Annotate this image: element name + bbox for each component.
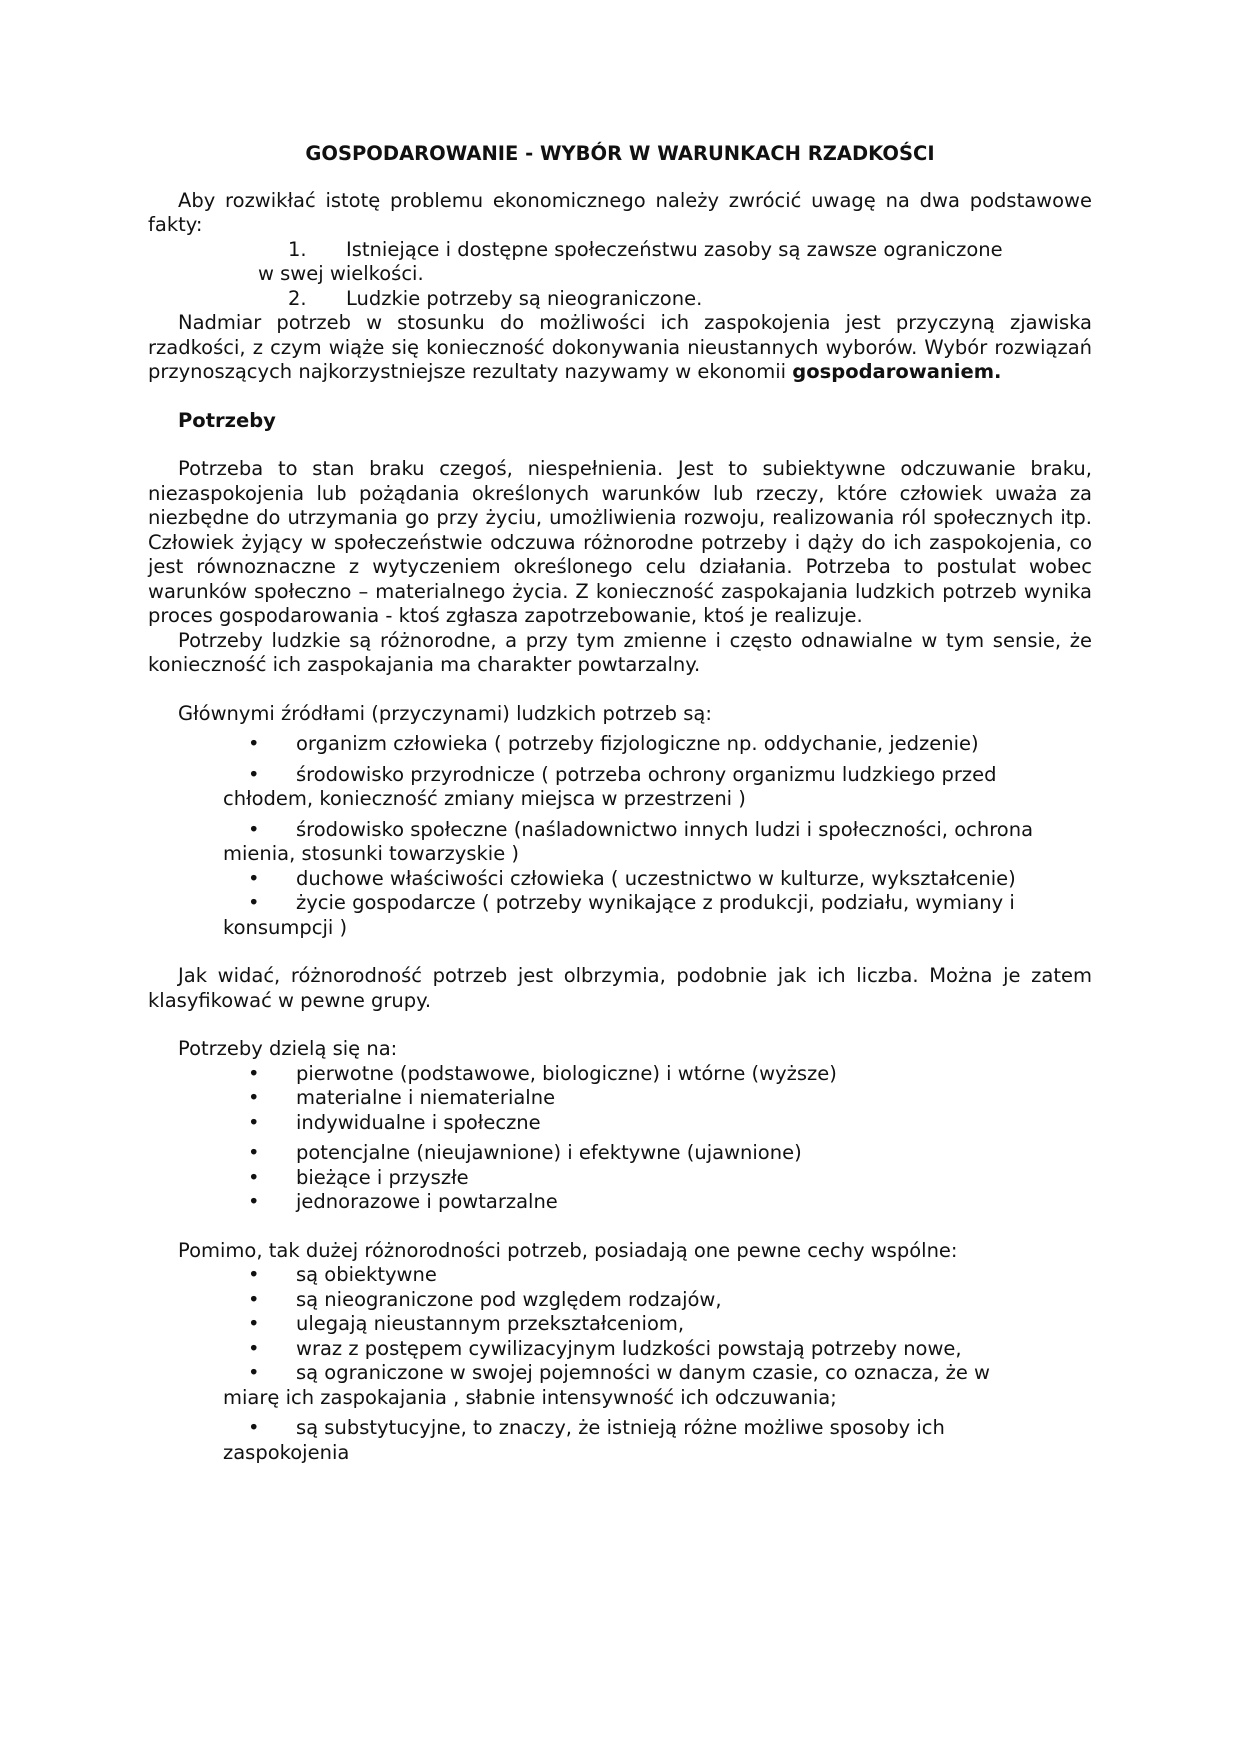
list-item: • duchowe właściwości człowieka ( uczestnictwo w kulturze, wykształcenie) bbox=[148, 867, 1092, 892]
sources-lead: Głównymi źródłami (przyczynami) ludzkich potrzeb są: bbox=[178, 701, 712, 725]
types-list bbox=[148, 1062, 1092, 1215]
bullet-icon: • bbox=[248, 1165, 260, 1189]
numbered-item bbox=[148, 287, 1092, 312]
item-text: Ludzkie potrzeby są nieograniczone. bbox=[346, 286, 703, 310]
definition-paragraph: Potrzeba to stan braku czegoś, niespełnienia. Jest to subiektywne odczuwanie braku, niezaspokojenia lub pożądania określonych warunków lub rzeczy, które człowiek uważa za niezbędne do utrzymania go przy życiu, umożliwienia rozwoju, realizowania ról społecznych itp. Człowiek żyjący w społeczeństwie odczuwa różnorodne potrzeby i dąży do ich zaspokojenia, co jest równoznaczne z wytyczeniem określonego celu działania. Potrzeba to postulat wobec warunków społeczno – materialnego życia. Z konieczność zaspokajania ludzkich potrzeb wynika proces gospodarowania - ktoś zgłasza zapotrzebowanie, ktoś je realizuje. bbox=[148, 457, 1092, 627]
item-number: 2. bbox=[288, 286, 307, 310]
bullet-icon: • bbox=[248, 1416, 260, 1439]
bullet-icon: • bbox=[248, 891, 260, 914]
bullet-icon: • bbox=[248, 817, 260, 841]
list-item: • środowisko społeczne (naśladownictwo innych ludzi i społeczności, ochrona bbox=[148, 818, 1092, 843]
list-item: • potencjalne (nieujawnione) i efektywne (ujawnione) bbox=[248, 1141, 802, 1164]
bullet-icon: • bbox=[248, 1141, 260, 1164]
list-item: • są nieograniczone pod względem rodzajów, bbox=[248, 1287, 722, 1311]
list-item: • środowisko przyrodnicze ( potrzeba ochrony organizmu ludzkiego przed bbox=[148, 763, 1092, 788]
types-lead: Potrzeby dzielą się na: bbox=[178, 1037, 398, 1060]
list-item: • są ograniczone w swojej pojemności w danym czasie, co oznacza, że w bbox=[148, 1361, 1092, 1386]
bullet-icon: • bbox=[248, 1190, 260, 1213]
sources-list bbox=[148, 732, 1092, 940]
bullet-icon: • bbox=[248, 1110, 260, 1134]
features-list bbox=[148, 1263, 1092, 1465]
list-item: • życie gospodarcze ( potrzeby wynikające z produkcji, podziału, wymiany i bbox=[148, 891, 1092, 916]
bullet-icon: • bbox=[248, 1336, 260, 1360]
bullet-icon: • bbox=[248, 732, 260, 755]
variety-paragraph: Potrzeby ludzkie są różnorodne, a przy tym zmienne i często odnawialne w tym sensie, że konieczność ich zaspokajania ma charakter powtarzalny. bbox=[148, 628, 1092, 676]
list-item: • jednorazowe i powtarzalne bbox=[248, 1190, 558, 1213]
list-item: • indywidualne i społeczne bbox=[248, 1110, 541, 1134]
list-item: • materialne i niematerialne bbox=[248, 1086, 556, 1109]
list-item: • są obiektywne bbox=[248, 1263, 437, 1286]
list-item-continuation: miarę ich zaspokajania , słabnie intensywność ich odczuwania; bbox=[223, 1385, 837, 1409]
document-title: GOSPODAROWANIE - WYBÓR W WARUNKACH RZADKOŚCI bbox=[305, 142, 935, 165]
features-lead: Pomimo, tak dużej różnorodności potrzeb, posiadają one pewne cechy wspólne: bbox=[178, 1238, 958, 1262]
bullet-icon: • bbox=[248, 1263, 260, 1286]
bullet-icon: • bbox=[248, 1287, 260, 1311]
classify-paragraph: Jak widać, różnorodność potrzeb jest olbrzymia, podobnie jak ich liczba. Można je zatem klasyfikować w pewne grupy. bbox=[148, 964, 1092, 1012]
bullet-icon: • bbox=[248, 866, 260, 890]
list-item-continuation: zaspokojenia bbox=[223, 1440, 350, 1464]
scarcity-paragraph: Nadmiar potrzeb w stosunku do możliwości ich zaspokojenia jest przyczyną zjawiska rzadkości, z czym wiąże się konieczność dokonywania nieustannych wyborów. Wybór rozwiązań przynoszących najkorzystniejsze rezultaty nazywamy w ekonomii gospodarowaniem. bbox=[148, 311, 1092, 383]
document-page bbox=[148, 142, 1092, 1465]
item-number: 1. bbox=[288, 237, 307, 261]
intro-paragraph: Aby rozwikłać istotę problemu ekonomicznego należy zwrócić uwagę na dwa podstawowe fakty: bbox=[148, 188, 1092, 236]
list-item: • wraz z postępem cywilizacyjnym ludzkości powstają potrzeby nowe, bbox=[248, 1336, 962, 1360]
list-item: • organizm człowieka ( potrzeby fizjologiczne np. oddychanie, jedzenie) bbox=[248, 732, 979, 755]
bullet-icon: • bbox=[248, 1061, 260, 1085]
list-item-continuation: mienia, stosunki towarzyskie ) bbox=[223, 842, 519, 865]
list-item: • ulegają nieustannym przekształceniom, bbox=[248, 1312, 685, 1335]
bullet-icon: • bbox=[248, 1312, 260, 1335]
numbered-item bbox=[148, 238, 1092, 263]
key-term: gospodarowaniem. bbox=[792, 360, 1002, 383]
list-item: • są substytucyjne, to znaczy, że istnieją różne możliwe sposoby ich bbox=[148, 1416, 1092, 1441]
bullet-icon: • bbox=[248, 1086, 260, 1109]
bullet-icon: • bbox=[248, 762, 260, 786]
section-heading: Potrzeby bbox=[178, 408, 276, 432]
list-item-continuation: chłodem, konieczność zmiany miejsca w przestrzeni ) bbox=[223, 787, 746, 810]
item-text: Istniejące i dostępne społeczeństwu zasoby są zawsze ograniczone bbox=[346, 237, 1003, 261]
numbered-item-continuation: w swej wielkości. bbox=[258, 262, 424, 285]
list-item-continuation: konsumpcji ) bbox=[223, 915, 348, 939]
list-item: • bieżące i przyszłe bbox=[248, 1165, 469, 1189]
bullet-icon: • bbox=[248, 1361, 260, 1384]
list-item: • pierwotne (podstawowe, biologiczne) i wtórne (wyższe) bbox=[248, 1061, 837, 1085]
